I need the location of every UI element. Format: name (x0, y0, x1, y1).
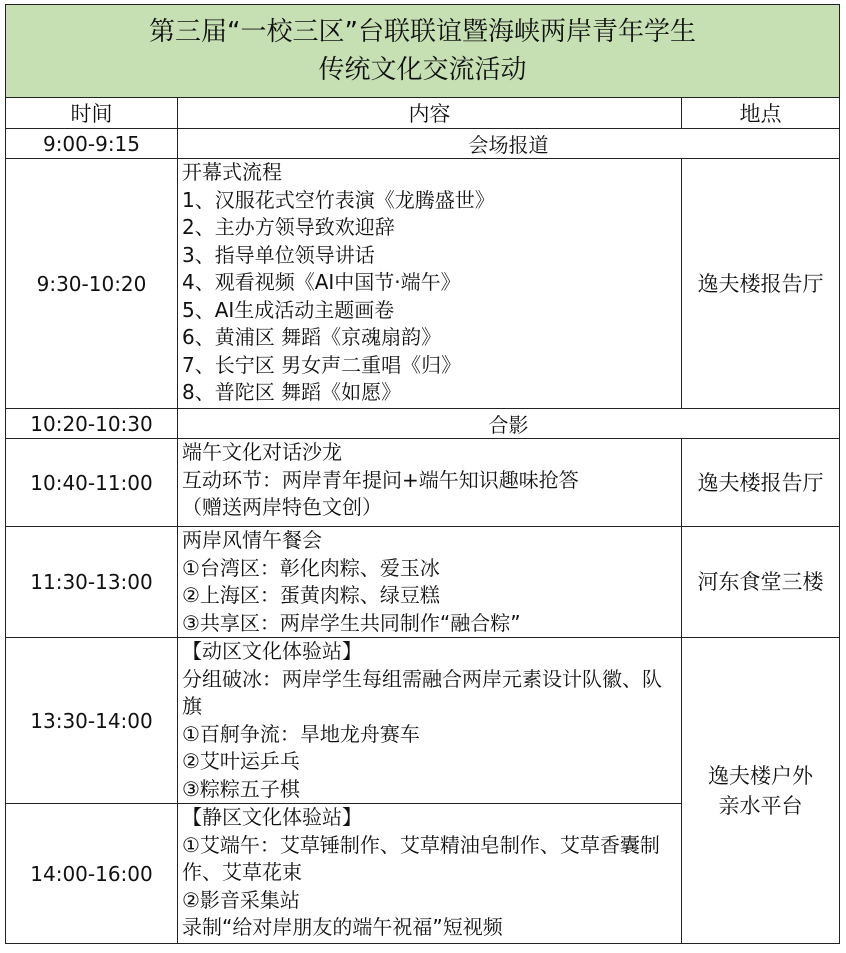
time-cell: 9:30-10:20 (6, 159, 178, 409)
content-cell (178, 439, 682, 527)
content-line: ②影音采集站 (182, 887, 300, 912)
content-line: 1、汉服花式空竹表演《龙腾盛世》 (182, 187, 495, 212)
content-line: ①百舸争流：旱地龙舟赛车 (182, 721, 420, 746)
content-cell (178, 527, 682, 638)
content-line: 4、观看视频《AI中国节·端午》 (182, 270, 461, 294)
schedule-table (5, 4, 840, 944)
content-line: （赠送两岸特色文创） (182, 495, 382, 519)
header-time: 时间 (6, 98, 178, 129)
content-line: 2、主办方领导致欢迎辞 (182, 215, 395, 239)
table-row (6, 439, 840, 527)
place-cell: 逸夫楼报告厅 (682, 159, 840, 409)
title-line-2: 传统文化交流活动 (318, 55, 527, 85)
content-cell (178, 804, 682, 944)
content-cell (178, 638, 682, 804)
table-row (6, 159, 840, 409)
content-line: 5、AI生成活动主题画卷 (182, 297, 395, 322)
content-line: 【动区文化体验站】 (182, 639, 362, 663)
content-line: 3、指导单位领导讲话 (182, 242, 375, 267)
content-line: 端午文化对话沙龙 (182, 440, 342, 464)
content-line: 7、长宁区 男女声二重唱《归》 (182, 352, 462, 377)
content-line: ①台湾区：彰化肉粽、爱玉冰 (182, 555, 440, 580)
table-title (6, 5, 840, 98)
time-cell: 13:30-14:00 (6, 638, 178, 804)
place-cell: 逸夫楼报告厅 (682, 439, 840, 527)
header-content: 内容 (178, 98, 682, 129)
table-row (6, 527, 840, 638)
time-cell: 10:20-10:30 (6, 409, 178, 439)
content-line: 开幕式流程 (182, 160, 282, 184)
content-cell: 合影 (178, 409, 840, 439)
content-line: ②上海区：蛋黄肉粽、绿豆糕 (182, 583, 440, 607)
time-cell: 10:40-11:00 (6, 439, 178, 527)
place-cell (682, 638, 840, 944)
content-line: 互动环节：两岸青年提问+端午知识趣味抢答 (182, 467, 579, 492)
table-row (6, 409, 840, 439)
place-cell: 河东食堂三楼 (682, 527, 840, 638)
content-line: ①艾端午：艾草锤制作、艾草精油皂制作、艾草香囊制作、艾草花束 (182, 832, 660, 884)
content-line: ③共享区：两岸学生共同制作“融合粽” (182, 610, 521, 635)
time-cell: 9:00-9:15 (6, 129, 178, 159)
title-line-1: 第三届“一校三区”台联联谊暨海峡两岸青年学生 (149, 17, 696, 47)
place-text: 逸夫楼户外亲水平台 (708, 763, 814, 818)
content-line: ②艾叶运乒乓 (182, 749, 300, 773)
content-line: 8、普陀区 舞蹈《如愿》 (182, 380, 402, 404)
time-cell: 11:30-13:00 (6, 527, 178, 638)
content-line: 分组破冰：两岸学生每组需融合两岸元素设计队徽、队旗 (182, 666, 662, 718)
content-cell (178, 159, 682, 409)
content-line: 6、黄浦区 舞蹈《京魂扇韵》 (182, 325, 442, 349)
content-line: 两岸风情午餐会 (182, 528, 322, 552)
content-line: ③粽粽五子棋 (182, 776, 300, 801)
content-line: 【静区文化体验站】 (182, 805, 362, 829)
table-row (6, 638, 840, 804)
table-row (6, 129, 840, 159)
content-line: 录制“给对岸朋友的端午祝福”短视频 (182, 915, 503, 939)
header-place: 地点 (682, 98, 840, 129)
content-cell: 会场报道 (178, 129, 840, 159)
time-cell: 14:00-16:00 (6, 804, 178, 944)
